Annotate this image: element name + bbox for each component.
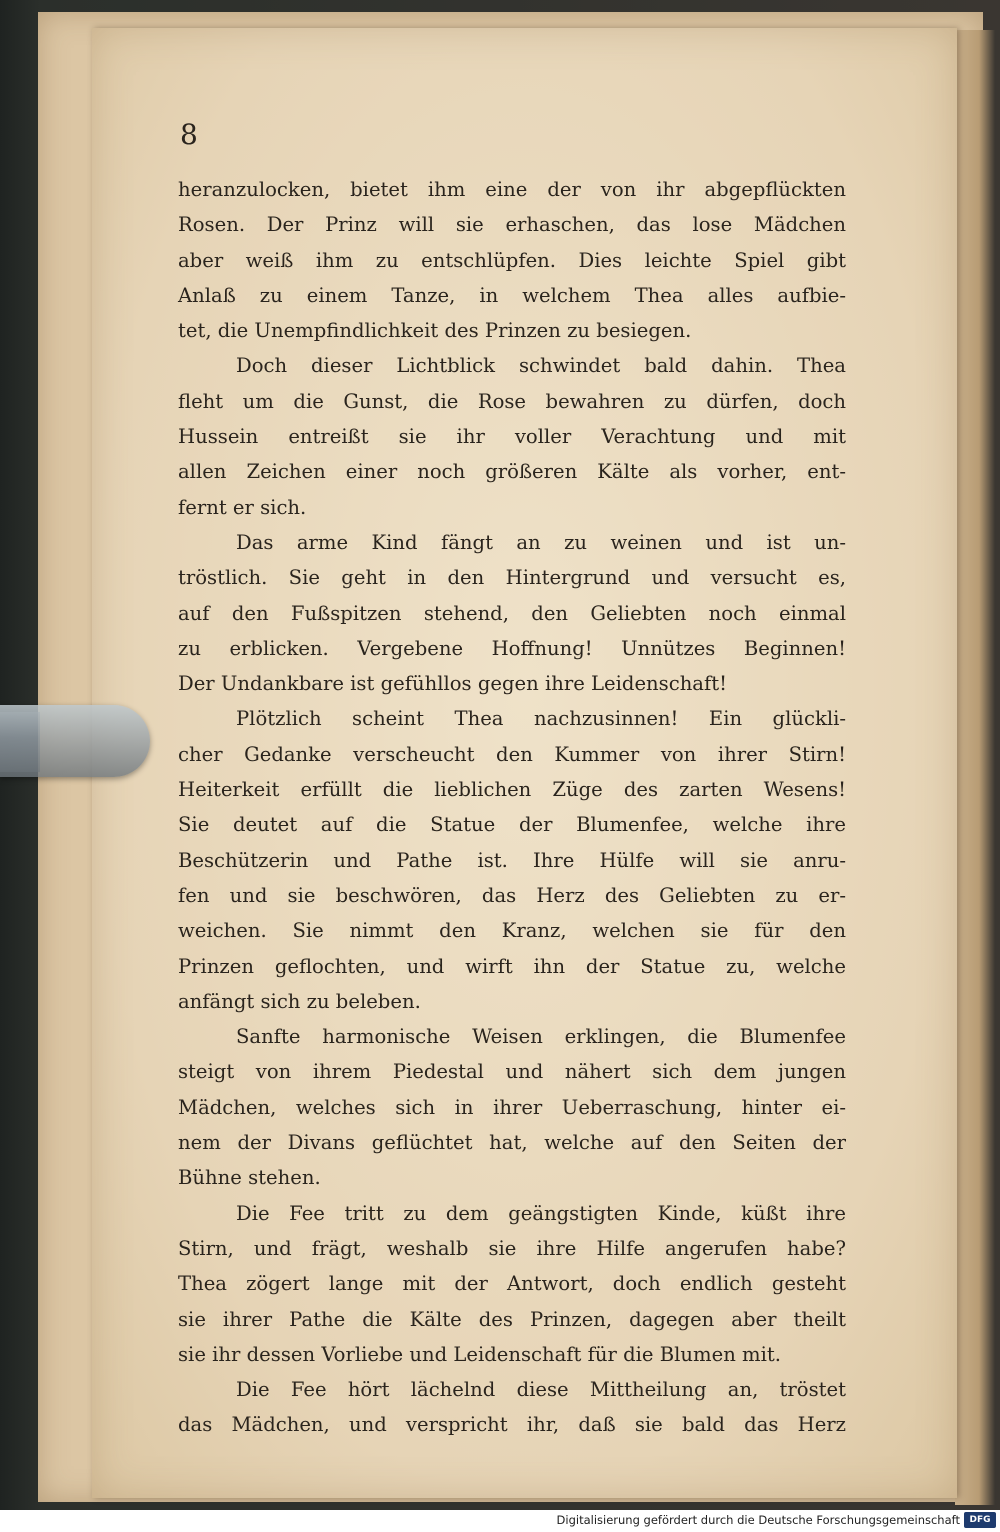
text-line: zu erblicken. Vergebene Hoffnung! Unnützes Beginnen! xyxy=(178,636,846,660)
text-line: Heiterkeit erfüllt die lieblichen Züge des zarten Wesens! xyxy=(178,778,846,802)
book-edge xyxy=(955,30,995,1505)
dfg-logo-icon: DFG xyxy=(964,1512,996,1528)
text-line: cher Gedanke verscheucht den Kummer von ihrer Stirn! xyxy=(178,742,846,766)
text-line: Thea zögert lange mit der Antwort, doch endlich gesteht xyxy=(178,1272,846,1296)
text-line: Die Fee hört lächelnd diese Mittheilung an, tröstet xyxy=(236,1378,846,1402)
text-line: Sie deutet auf die Statue der Blumenfee, welche ihre xyxy=(178,813,846,837)
text-line: Beschützerin und Pathe ist. Ihre Hülfe will sie anru- xyxy=(178,848,846,872)
text-line: sie ihrer Pathe die Kälte des Prinzen, dagegen aber theilt xyxy=(178,1307,846,1331)
text-line: Bühne stehen. xyxy=(178,1166,321,1190)
footer-credit: Digitalisierung gefördert durch die Deutsche Forschungsgemeinschaft xyxy=(556,1513,960,1527)
text-line: aber weiß ihm zu entschlüpfen. Dies leichte Spiel gibt xyxy=(178,248,846,272)
text-line: Das arme Kind fängt an zu weinen und ist un- xyxy=(236,530,846,554)
page-body-text xyxy=(178,172,846,1443)
text-line: steigt von ihrem Piedestal und nähert sich dem jungen xyxy=(178,1060,846,1084)
text-line: Doch dieser Lichtblick schwindet bald dahin. Thea xyxy=(236,354,846,378)
text-line: fen und sie beschwören, das Herz des Geliebten zu er- xyxy=(178,883,846,907)
text-line: Hussein entreißt sie ihr voller Verachtung und mit xyxy=(178,425,846,449)
text-line: Sanfte harmonische Weisen erklingen, die Blumenfee xyxy=(236,1025,846,1049)
text-line: Plötzlich scheint Thea nachzusinnen! Ein glückli- xyxy=(236,707,846,731)
text-line: Die Fee tritt zu dem geängstigten Kinde, küßt ihre xyxy=(236,1201,846,1225)
page-number: 8 xyxy=(180,118,198,151)
text-line: fernt er sich. xyxy=(178,495,307,519)
text-line: tet, die Unempfindlichkeit des Prinzen zu besiegen. xyxy=(178,319,692,343)
text-line: Prinzen geflochten, und wirft ihn der Statue zu, welche xyxy=(178,954,846,978)
text-line: Anlaß zu einem Tanze, in welchem Thea alles aufbie- xyxy=(178,283,846,307)
text-line: Rosen. Der Prinz will sie erhaschen, das lose Mädchen xyxy=(178,213,846,237)
text-line: tröstlich. Sie geht in den Hintergrund und versucht es, xyxy=(178,566,846,590)
text-line: fleht um die Gunst, die Rose bewahren zu dürfen, doch xyxy=(178,389,846,413)
text-line: nem der Divans geflüchtet hat, welche auf den Seiten der xyxy=(178,1131,846,1155)
text-line: heranzulocken, bietet ihm eine der von ihr abgepflückten xyxy=(178,178,846,201)
page-clip xyxy=(0,705,150,777)
text-line: Der Undankbare ist gefühllos gegen ihre Leidenschaft! xyxy=(178,672,727,696)
text-line: anfängt sich zu beleben. xyxy=(178,989,421,1013)
text-line: das Mädchen, und verspricht ihr, daß sie bald das Herz xyxy=(178,1413,846,1437)
text-line: auf den Fußspitzen stehend, den Geliebten noch einmal xyxy=(178,601,846,625)
text-line: weichen. Sie nimmt den Kranz, welchen sie für den xyxy=(178,919,846,943)
text-line: allen Zeichen einer noch größeren Kälte als vorher, ent- xyxy=(178,460,846,484)
text-line: Stirn, und frägt, weshalb sie ihre Hilfe angerufen habe? xyxy=(178,1236,846,1260)
text-line: Mädchen, welches sich in ihrer Ueberraschung, hinter ei- xyxy=(178,1095,846,1119)
text-line: sie ihr dessen Vorliebe und Leidenschaft für die Blumen mit. xyxy=(178,1342,782,1366)
